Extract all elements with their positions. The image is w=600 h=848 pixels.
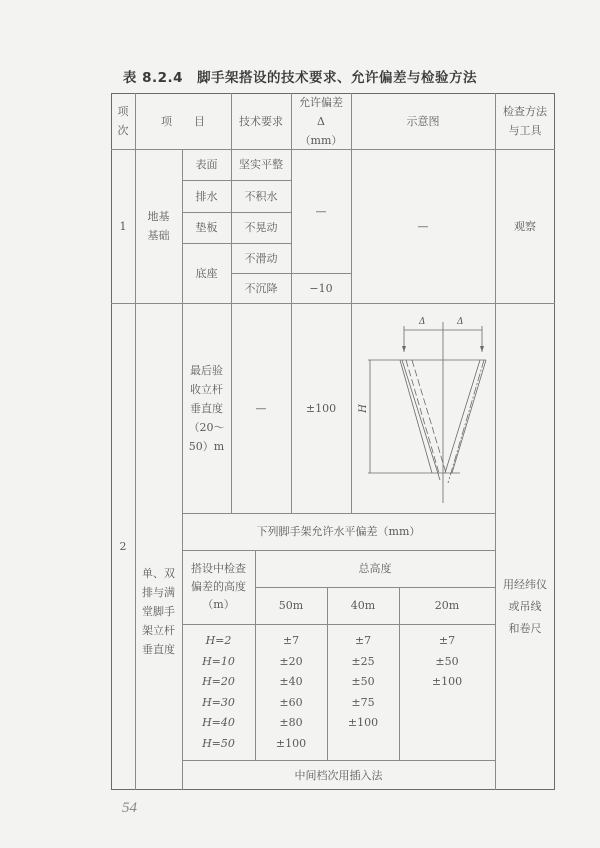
row1-item: 地基 基础: [147, 210, 170, 242]
row1-sub-req: 不滑动: [244, 251, 278, 265]
header-diagram: 示意图: [406, 114, 440, 128]
row1-sub-req: 不晃动: [244, 221, 278, 234]
row2-item: 单、双 排与满 堂脚手 架立杆 垂直度: [142, 567, 175, 656]
subtable-40m-values: ±7 ±25 ±50 ±75 ±100: [347, 634, 379, 729]
row1-sub-req: 不沉降: [244, 281, 278, 295]
row2-tech-req: —: [255, 401, 267, 415]
subtable-note: 中间档次用插入法: [294, 768, 383, 782]
row1-method: 观察: [514, 219, 536, 233]
table-title-text: 脚手架搭设的技术要求、允许偏差与检验方法: [197, 70, 478, 86]
table-number: 表 8.2.4: [122, 70, 184, 86]
header-method: 检查方法 与工具: [503, 105, 547, 137]
header-tech-req: 技术要求: [239, 114, 283, 128]
subtable-total-height: 总高度: [358, 562, 392, 575]
divider: [182, 624, 495, 625]
header-tolerance: 允许偏差 Δ （mm）: [299, 95, 343, 147]
subtable-col-40m: 40m: [350, 599, 376, 612]
row2-tolerance: ±100: [305, 401, 337, 415]
row1-no: 1: [119, 219, 127, 233]
row2-no: 2: [119, 540, 127, 553]
subtable-caption: 下列脚手架允许水平偏差（mm）: [256, 525, 421, 538]
row1-tolerance: —: [315, 204, 327, 218]
scaffold-tilt-diagram-icon: [351, 303, 495, 513]
table-title: [0, 66, 600, 86]
row1-tolerance-settle: −10: [309, 281, 333, 295]
subtable-height-values: H=2 H=10 H=20 H=30 H=40 H=50: [202, 634, 235, 750]
row1-sub-name: 排水: [195, 189, 218, 203]
verticality-diagram: [351, 303, 495, 513]
subtable-col-20m: 20m: [434, 599, 460, 612]
row1-sub-req: 坚实平整: [239, 158, 283, 171]
subtable-20m-values: ±7 ±50 ±100: [431, 634, 463, 688]
page-number: 54: [122, 800, 137, 816]
row2-sub-item: 最后验 收立杆 垂直度 （20～ 50）m: [188, 363, 225, 453]
subtable-col-50m: 50m: [278, 599, 304, 612]
row1-diagram: —: [417, 219, 429, 233]
row2-method: 用经纬仪 或吊线 和卷尺: [503, 577, 547, 635]
subtable-50m-values: ±7 ±20 ±40 ±60 ±80 ±100: [275, 634, 307, 750]
delta-label-left: Δ: [419, 317, 426, 327]
row1-sub-name: 表面: [195, 158, 218, 171]
row1-sub-name: 底座: [195, 266, 218, 280]
subtable-height-header: 搭设中检查 偏差的高度 （m）: [191, 562, 246, 611]
header-item: 项 目: [161, 114, 205, 128]
height-label: H: [357, 404, 369, 413]
delta-label-right: Δ: [457, 317, 464, 327]
row1-sub-name: 垫板: [195, 221, 218, 234]
header-item-no: 项次: [117, 105, 129, 137]
row1-sub-req: 不积水: [244, 189, 278, 203]
